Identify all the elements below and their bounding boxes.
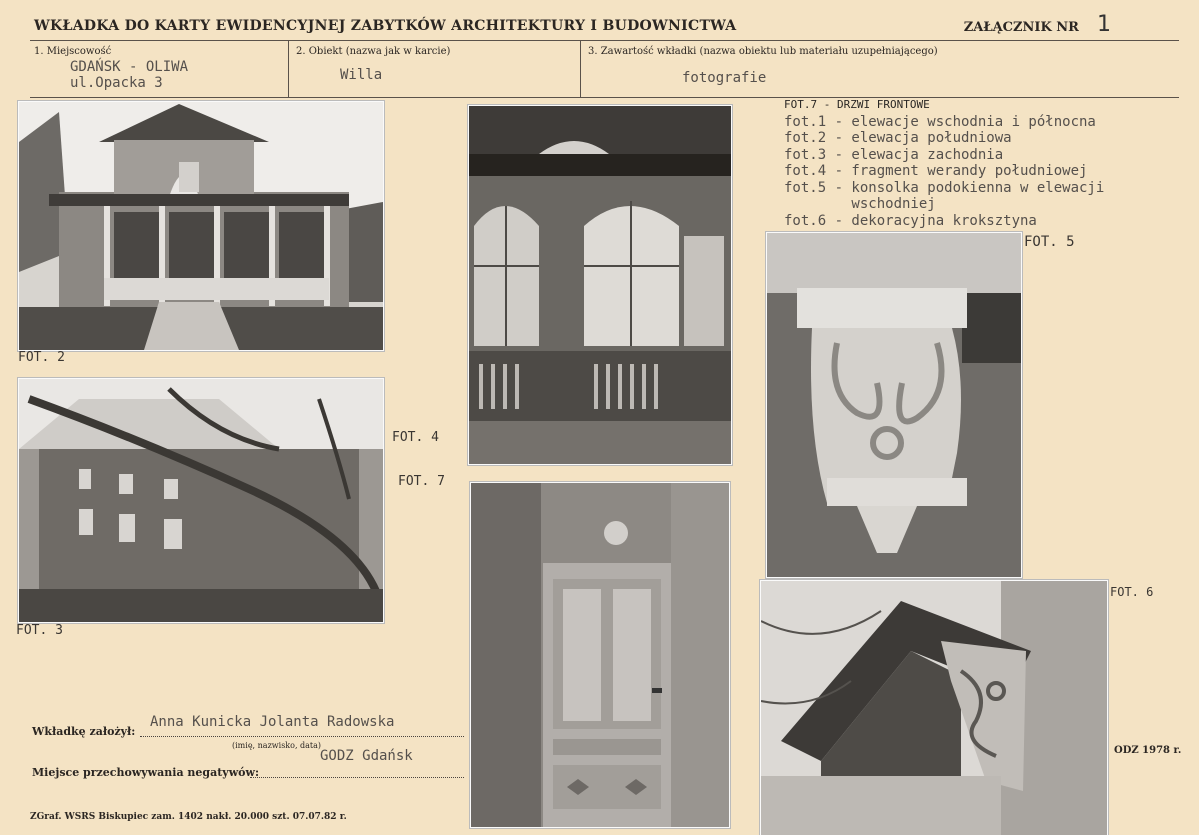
photo-front-door <box>470 482 730 828</box>
photo-label-fot5: FOT. 5 <box>1024 234 1075 250</box>
street-value: ul.Opacka 3 <box>70 75 163 91</box>
photo-list-line: wschodniej <box>784 196 936 212</box>
header-row <box>30 14 1179 41</box>
locality-value: GDAŃSK - OLIWA <box>70 59 189 75</box>
photo-label-fot6: FOT. 6 <box>1110 585 1154 599</box>
west-elevation-art <box>19 379 383 622</box>
photo-list-line: fot.3 - elewacja zachodnia <box>784 146 1004 163</box>
created-by-label: Wkładkę założył: <box>32 725 136 738</box>
content-label: 3. Zawartość wkładki (nazwa obiektu lub materiału uzupełniającego) <box>588 46 938 57</box>
photo-console <box>766 232 1022 578</box>
locality-label: 1. Miejscowość <box>34 46 112 57</box>
content-value: fotografie <box>682 70 767 86</box>
photo-list-line: FOT.7 - DRZWI FRONTOWE <box>784 98 930 111</box>
divider <box>288 41 289 97</box>
photo-list-line: fot.1 - elewacje wschodnia i północna <box>784 113 1096 130</box>
print-info: ZGraf. WSRS Biskupiec zam. 1402 nakł. 20.000 szt. 07.07.82 r. <box>30 812 347 822</box>
object-value: Willa <box>340 67 383 83</box>
photo-list-line: fot.6 - dekoracyjna kroksztyna <box>784 212 1037 229</box>
photo-bracket <box>760 580 1108 835</box>
created-by-line <box>140 736 464 737</box>
console-art <box>767 233 1021 577</box>
photo-list-line: fot.4 - fragment werandy południowej <box>784 163 1088 179</box>
villa-photo-art <box>19 102 383 350</box>
created-by-hint: (imię, nazwisko, data) <box>232 741 322 750</box>
photo-veranda <box>468 105 732 465</box>
odz-note: ODZ 1978 r. <box>1114 745 1182 756</box>
bracket-art <box>761 581 1107 835</box>
document-title: WKŁADKA DO KARTY EWIDENCYJNEJ ZABYTKÓW ARCHITEKTURY I BUDOWNICTWA <box>34 18 737 34</box>
object-label: 2. Obiekt (nazwa jak w karcie) <box>296 46 451 57</box>
storage-line <box>250 777 464 778</box>
photo-list-line: fot.2 - elewacja południowa <box>784 130 1012 146</box>
photo-label-fot4: FOT. 4 <box>392 430 439 445</box>
storage-value: GODZ Gdańsk <box>320 748 413 764</box>
divider <box>580 41 581 97</box>
front-door-art <box>471 483 729 827</box>
photo-label-fot7: FOT. 7 <box>398 474 445 489</box>
attachment-number: 1 <box>1097 12 1111 37</box>
photo-label-fot2: FOT. 2 <box>18 350 65 365</box>
photo-list <box>784 97 1104 229</box>
photo-label-fot3: FOT. 3 <box>16 623 63 638</box>
photo-west-elevation <box>18 378 384 623</box>
photo-villa-south <box>18 101 384 351</box>
fields-row <box>30 41 1179 98</box>
storage-label: Miejsce przechowywania negatywów: <box>32 766 260 779</box>
veranda-art <box>469 106 731 464</box>
created-by-value: Anna Kunicka Jolanta Radowska <box>150 714 395 730</box>
attachment-label: ZAŁĄCZNIK NR <box>963 20 1079 35</box>
photo-list-line: fot.5 - konsolka podokienna w elewacji <box>784 179 1105 196</box>
